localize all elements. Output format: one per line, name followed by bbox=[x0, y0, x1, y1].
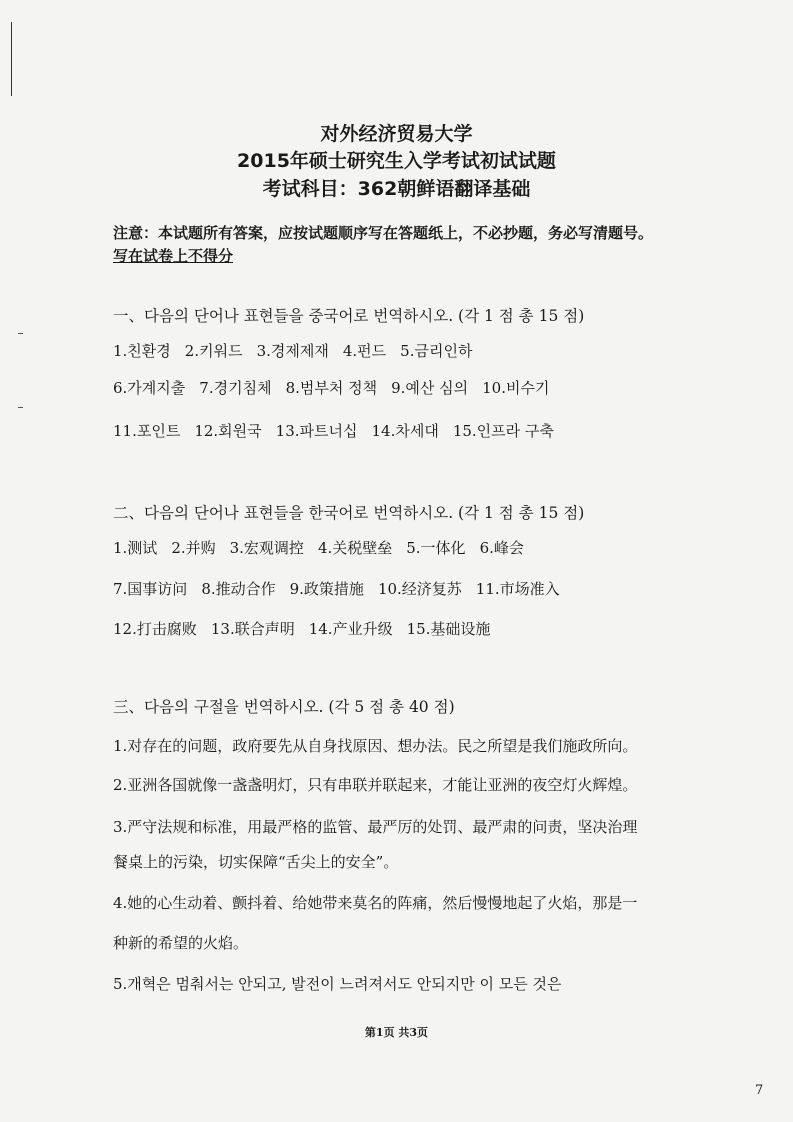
vocab-item: 12.회원국 bbox=[194, 422, 262, 440]
vocab-item: 15.인프라 구축 bbox=[452, 422, 554, 440]
vocab-item: 7.国事访问 bbox=[113, 580, 188, 598]
section2-heading: 二、다음의 단어나 표현들을 한국어로 번역하시오. (각 1 점 총 15 점) bbox=[113, 504, 585, 522]
vocab-item: 5.금리인하 bbox=[400, 342, 473, 360]
page-number: 7 bbox=[755, 1083, 764, 1098]
vocab-item: 3.宏观调控 bbox=[229, 539, 304, 557]
vocab-item: 2.并购 bbox=[171, 539, 216, 557]
vocab-item: 12.打击腐败 bbox=[113, 620, 197, 638]
section1-row bbox=[113, 377, 563, 398]
vocab-item: 6.峰会 bbox=[479, 539, 524, 557]
vocab-item: 11.市场准入 bbox=[475, 580, 560, 598]
section1-row bbox=[113, 420, 568, 441]
vocab-item: 6.가계지출 bbox=[113, 379, 186, 397]
passage-line: 5.개혁은 멈춰서는 안되고, 발전이 느려져서도 안되지만 이 모든 것은 bbox=[113, 975, 562, 993]
vocab-item: 1.测试 bbox=[113, 539, 158, 557]
vocab-item: 9.政策措施 bbox=[289, 580, 364, 598]
vocab-item: 8.推动合作 bbox=[201, 580, 276, 598]
section1-row bbox=[113, 340, 486, 361]
vocab-item: 14.차세대 bbox=[371, 422, 439, 440]
passage-line: 4.她的心生动着、颤抖着、给她带来莫名的阵痛，然后慢慢地起了火焰，那是一 bbox=[113, 894, 638, 912]
notice-warning: 写在试卷上不得分 bbox=[113, 247, 234, 265]
section2-row bbox=[113, 537, 538, 558]
passage-line: 餐桌上的污染，切实保障“舌尖上的安全”。 bbox=[113, 853, 399, 871]
vocab-item: 10.비수기 bbox=[482, 379, 550, 397]
vocab-item: 1.친환경 bbox=[113, 342, 171, 360]
scan-edge-line bbox=[11, 22, 12, 96]
section3-heading: 三、다음의 구절을 번역하시오. (각 5 점 총 40 점) bbox=[113, 698, 455, 716]
passage-line: 3.严守法规和标准，用最严格的监管、最严厉的处罚、最严肃的问责，坚决治理 bbox=[113, 818, 638, 836]
passage-line: 2.亚洲各国就像一盏盏明灯，只有串联并联起来，才能让亚洲的夜空灯火辉煌。 bbox=[113, 776, 638, 794]
vocab-item: 4.펀드 bbox=[342, 342, 387, 360]
vocab-item: 14.产业升级 bbox=[308, 620, 393, 638]
vocab-item: 13.파트너십 bbox=[275, 422, 358, 440]
vocab-item: 11.포인트 bbox=[113, 422, 181, 440]
page-footer: 第1页 共3页 bbox=[364, 1026, 429, 1039]
section2-row bbox=[113, 618, 504, 639]
vocab-item: 9.예산 심의 bbox=[391, 379, 469, 397]
section1-heading: 一、다음의 단어나 표현들을 중국어로 번역하시오. (각 1 점 총 15 점) bbox=[113, 307, 585, 325]
university-name: 对外经济贸易大学 bbox=[320, 123, 473, 145]
vocab-item: 8.범부처 정책 bbox=[285, 379, 378, 397]
vocab-item: 4.关税壁垒 bbox=[317, 539, 393, 557]
vocab-item: 3.경제제재 bbox=[256, 342, 329, 360]
passage-line: 种新的希望的火焰。 bbox=[113, 934, 249, 952]
vocab-item: 13.联合声明 bbox=[210, 620, 295, 638]
scan-mark bbox=[18, 407, 23, 408]
vocab-item: 15.基础设施 bbox=[406, 620, 491, 638]
vocab-item: 5.一体化 bbox=[406, 539, 466, 557]
notice-text: 注意：本试题所有答案，应按试题顺序写在答题纸上，不必抄题，务必写清题号。 bbox=[113, 224, 654, 242]
exam-subject: 考试科目：362朝鲜语翻译基础 bbox=[262, 178, 531, 200]
passage-line: 1.对存在的问题，政府要先从自身找原因、想办法。民之所望是我们施政所向。 bbox=[113, 737, 638, 755]
vocab-item: 2.키워드 bbox=[184, 342, 243, 360]
exam-title: 2015年硕士研究生入学考试初试试题 bbox=[237, 150, 556, 172]
vocab-item: 10.经济复苏 bbox=[377, 580, 462, 598]
scan-mark bbox=[18, 333, 23, 334]
section2-row bbox=[113, 578, 574, 599]
vocab-item: 7.경기침체 bbox=[199, 379, 272, 397]
